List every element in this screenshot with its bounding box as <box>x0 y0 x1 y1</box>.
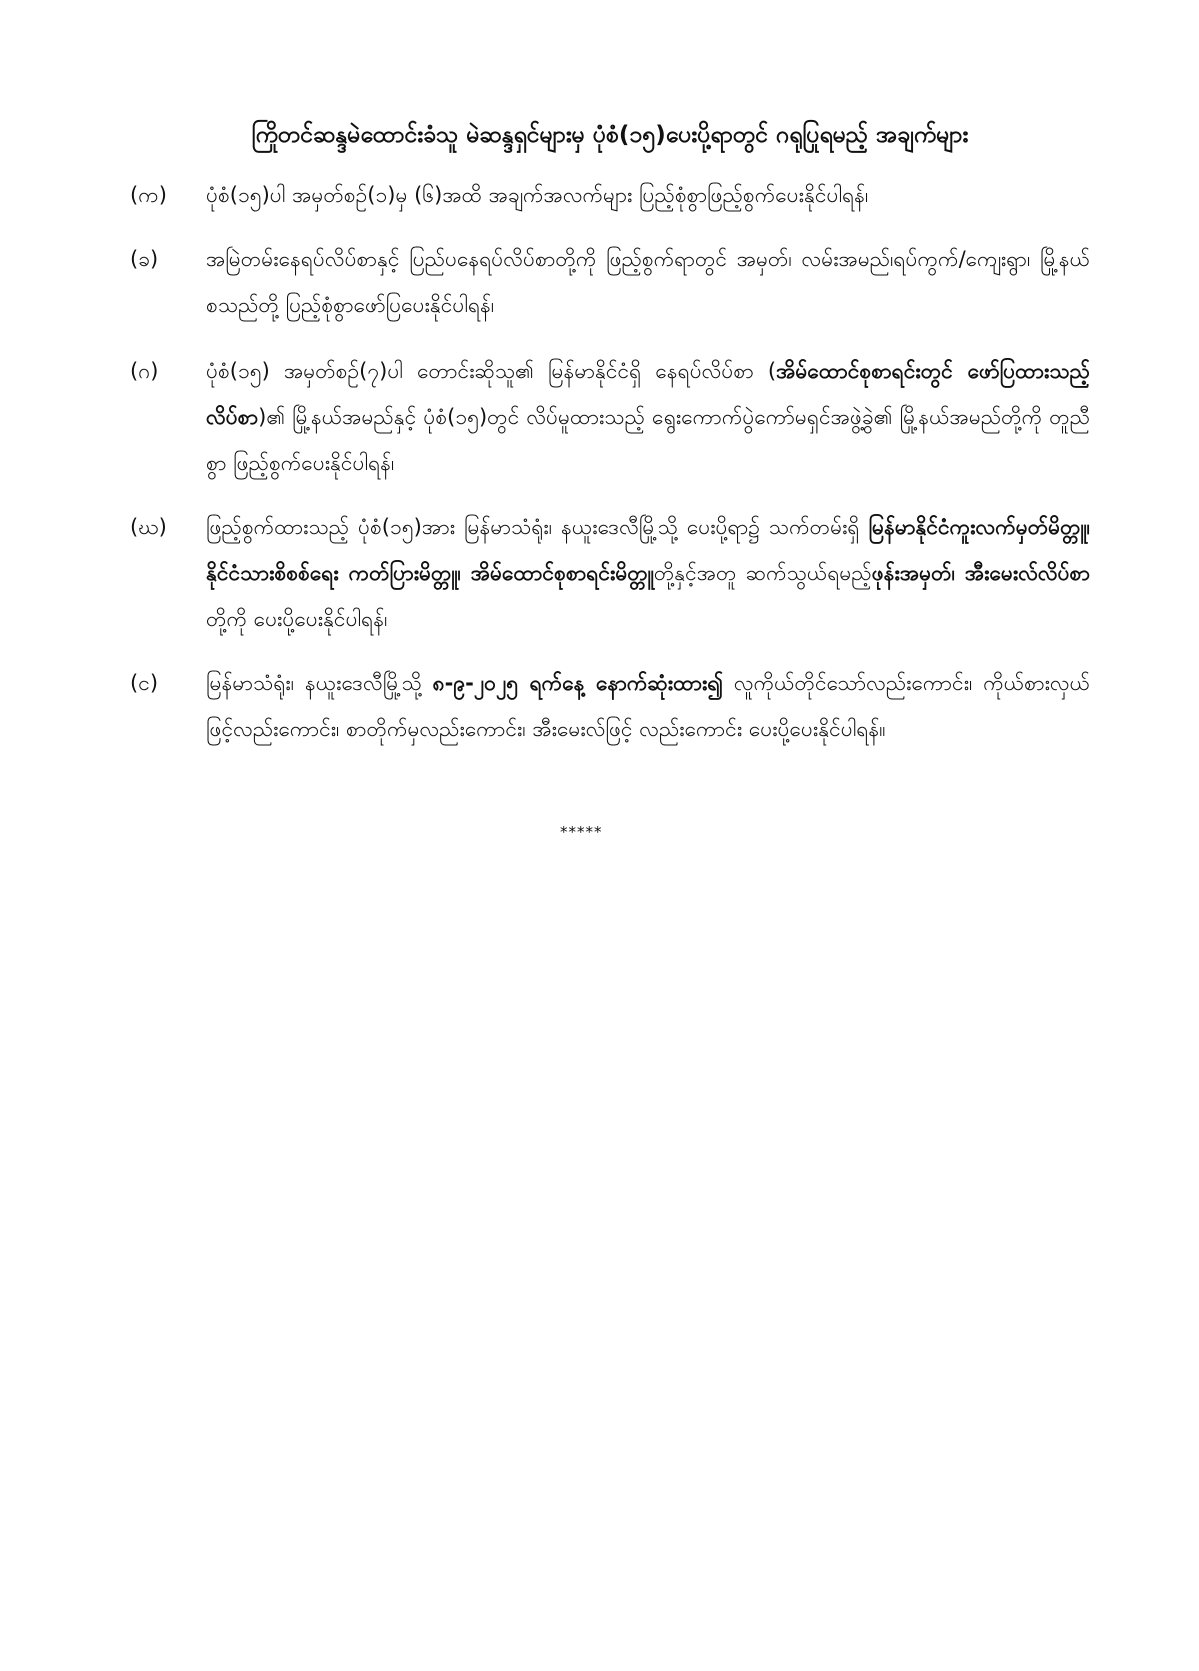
item-marker: (ဂ) <box>130 359 159 383</box>
item-marker: (ခ) <box>130 247 159 271</box>
item-text <box>206 504 1090 642</box>
item-text-part: မြန်မာသံရုံး၊ နယူးဒေလီမြို့သို့ <box>206 671 433 695</box>
item-text-part: တို့ကို ပေးပို့ပေးနိုင်ပါရန်၊ <box>206 607 388 631</box>
list-item-ka <box>130 172 1090 218</box>
item-marker: (က) <box>130 183 167 207</box>
list-item-gha <box>130 504 1090 642</box>
item-marker: (ဃ) <box>130 515 167 539</box>
item-bold-text: အိမ်ထောင်စုစာရင်းတွင် ဖော်ပြထားသည့်လိပ်စာ <box>206 359 1090 429</box>
item-text <box>206 660 1090 752</box>
item-text: အမြဲတမ်းနေရပ်လိပ်စာနှင့် ပြည်ပနေရပ်လိပ်စာတို့ကို ဖြည့်စွက်ရာတွင် အမှတ်၊ လမ်းအမည်၊ရပ်ကွက်/ကျေးရွာ၊ မြို့နယ် စသည်တို့ ပြည့်စုံစွာဖော်ပြပေးနိုင်ပါရန်၊ <box>206 247 1090 317</box>
item-text-part: ပုံစံ(၁၅) အမှတ်စဉ်(၇)ပါ တောင်းဆိုသူ၏ မြန်မာနိုင်ငံရှိ နေရပ်လိပ်စာ ( <box>206 359 777 383</box>
item-marker: (င) <box>130 671 159 695</box>
item-text-part: လူကိုယ်တိုင်သော်လည်းကောင်း၊ ကိုယ်စားလှယ်ဖြင့်လည်းကောင်း၊ စာတိုက်မှလည်းကောင်း၊ အီးမေးလ်ဖြင့် လည်းကောင်း ပေးပို့ပေးနိုင်ပါရန်။ <box>206 671 1090 741</box>
item-text <box>206 348 1090 486</box>
item-text: ပုံစံ(၁၅)ပါ အမှတ်စဉ်(၁)မှ (၆)အထိ အချက်အလက်များ ပြည့်စုံစွာဖြည့်စွက်ပေးနိုင်ပါရန်၊ <box>206 183 869 207</box>
item-bold-text: ၈-၉-၂၀၂၅ ရက်နေ့ နောက်ဆုံးထား၍ <box>432 671 724 695</box>
end-mark: ***** <box>560 823 603 841</box>
list-item-kha <box>130 236 1090 328</box>
item-text-part: တို့နှင့်အတူ ဆက်သွယ်ရမည့် <box>653 561 872 585</box>
item-text-part: ဖြည့်စွက်ထားသည့် ပုံစံ(၁၅)အား မြန်မာသံရုံး၊ နယူးဒေလီမြို့သို့ ပေးပို့ရာ၌ သက်တမ်းရှိ <box>206 515 869 539</box>
list-item-ga <box>130 348 1090 486</box>
item-bold-text: ဖုန်းအမှတ်၊ အီးမေးလ်လိပ်စာ <box>871 561 1090 585</box>
item-bold-text: မြန်မာနိုင်ငံကူးလက်မှတ်မိတ္တူ၊ နိုင်ငံသားစိစစ်ရေး ကတ်ပြားမိတ္တူ၊ အိမ်ထောင်စုစာရင်းမိတ္တူ <box>206 515 1090 585</box>
item-text-part: )၏ မြို့နယ်အမည်နှင့် ပုံစံ(၁၅)တွင် လိပ်မူထားသည့် ရွေးကောက်ပွဲကော်မရှင်အဖွဲ့ခွဲ၏ မြို့နယ်အမည်တို့ကို တူညီစွာ ဖြည့်စွက်ပေးနိုင်ပါရန်၊ <box>206 405 1090 475</box>
list-item-nga <box>130 660 1090 798</box>
document-title: ကြိုတင်ဆန္ဒမဲထောင်းခံသူ မဲဆန္ဒရှင်များမှ ပုံစံ(၁၅)ပေးပို့ရာတွင် ဂရုပြုရမည့် အချက်များ <box>251 122 969 148</box>
